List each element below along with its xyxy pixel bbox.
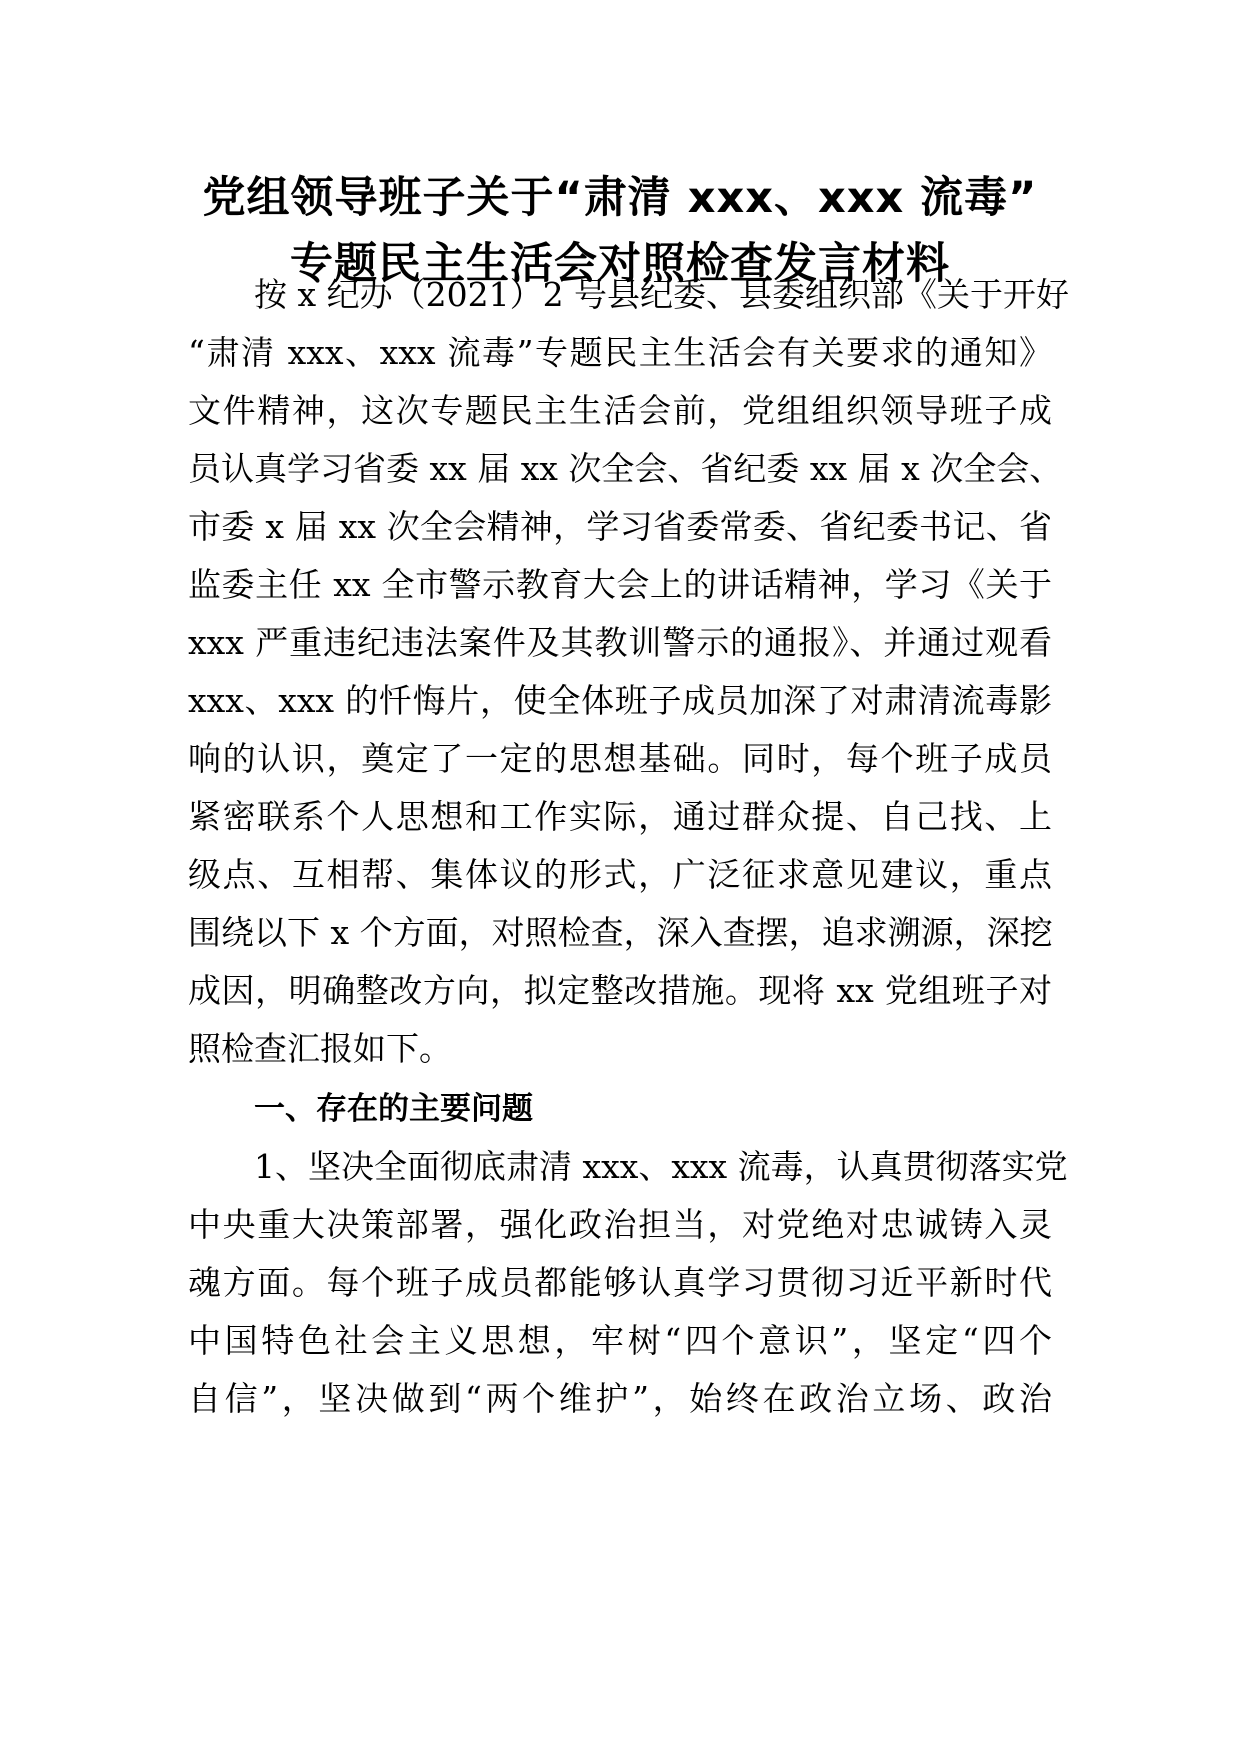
intro-line: 市委 x 届 xx 次全会精神，学习省委常委、省纪委书记、省 (188, 507, 1052, 546)
intro-line: 按 x 纪办（2021）2 号县纪委、县委组织部《关于开好 (254, 275, 1070, 314)
intro-line: xxx、xxx 的忏悔片，使全体班子成员加深了对肃清流毒影 (188, 681, 1052, 720)
intro-line: 级点、互相帮、集体议的形式，广泛征求意见建议，重点 (188, 855, 1052, 894)
intro-line: 文件精神，这次专题民主生活会前，党组组织领导班子成 (188, 391, 1052, 430)
intro-line: 成因，明确整改方向，拟定整改措施。现将 xx 党组班子对 (188, 971, 1052, 1010)
intro-line: xxx 严重违纪违法案件及其教训警示的通报》、并通过观看 (188, 623, 1052, 662)
section-heading: 一、存在的主要问题 (254, 1091, 533, 1127)
intro-line: 响的认识，奠定了一定的思想基础。同时，每个班子成员 (188, 739, 1052, 778)
intro-line: 紧密联系个人思想和工作实际，通过群众提、自己找、上 (188, 797, 1052, 836)
intro-line: 员认真学习省委 xx 届 xx 次全会、省纪委 xx 届 x 次全会、 (188, 449, 1063, 488)
section-line: 自信”，坚决做到“两个维护”，始终在政治立场、政治 (188, 1379, 1052, 1418)
intro-line: 监委主任 xx 全市警示教育大会上的讲话精神，学习《关于 (188, 565, 1052, 604)
section-line: 1、坚决全面彻底肃清 xxx、xxx 流毒，认真贯彻落实党 (254, 1147, 1068, 1186)
section-line: 中国特色社会主义思想，牢树“四个意识”，坚定“四个 (188, 1321, 1052, 1360)
document-title-line-2: 专题民主生活会对照检查发言材料 (290, 239, 950, 289)
intro-line: 照检查汇报如下。 (188, 1029, 452, 1068)
intro-line: “肃清 xxx、xxx 流毒”专题民主生活会有关要求的通知》 (188, 333, 1052, 372)
section-line: 中央重大决策部署，强化政治担当，对党绝对忠诚铸入灵 (188, 1205, 1052, 1244)
intro-line: 围绕以下 x 个方面，对照检查，深入查摆，追求溯源，深挖 (188, 913, 1053, 952)
section-line: 魂方面。每个班子成员都能够认真学习贯彻习近平新时代 (188, 1263, 1052, 1302)
document-title-line-1: 党组领导班子关于“肃清 xxx、xxx 流毒” (202, 173, 1038, 223)
